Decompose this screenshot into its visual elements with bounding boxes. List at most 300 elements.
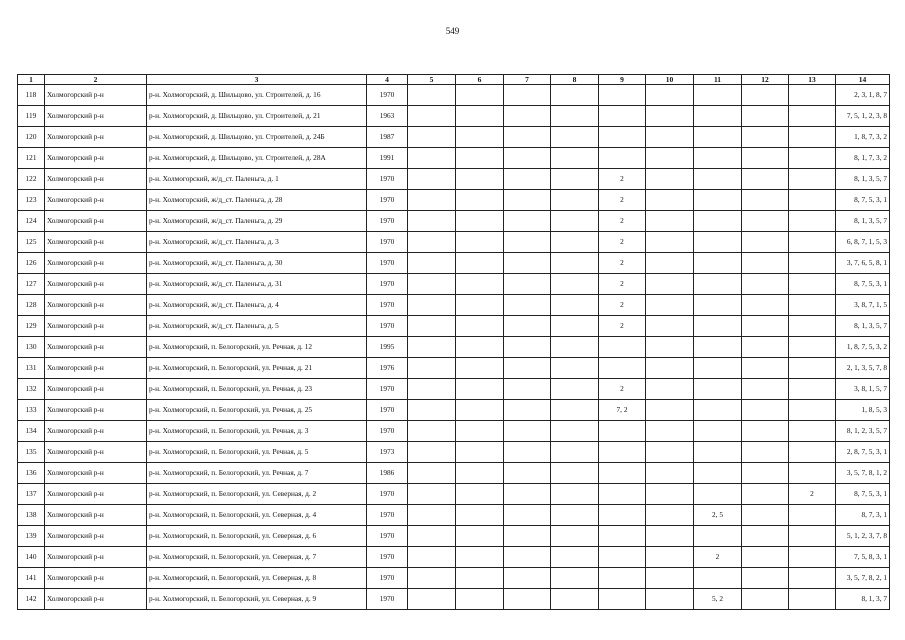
table-cell (551, 463, 599, 484)
table-cell (408, 547, 456, 568)
table-cell (408, 211, 456, 232)
table-cell: 1970 (367, 589, 408, 610)
table-cell: 1973 (367, 442, 408, 463)
table-cell: 1970 (367, 190, 408, 211)
table-cell (646, 463, 694, 484)
table-cell: Холмогорский р-н (45, 211, 147, 232)
table-cell (646, 421, 694, 442)
table-cell: Холмогорский р-н (45, 274, 147, 295)
table-cell (456, 547, 504, 568)
table-cell: 8, 1, 3, 5, 7 (836, 169, 890, 190)
table-cell (742, 379, 789, 400)
table-cell: 8, 7, 5, 3, 1 (836, 274, 890, 295)
data-table (17, 74, 890, 610)
table-cell: Холмогорский р-н (45, 589, 147, 610)
table-cell (504, 295, 551, 316)
table-cell (742, 400, 789, 421)
table-cell (551, 568, 599, 589)
table-cell: р-н. Холмогорский, п. Белогорский, ул. Речная, д. 21 (147, 358, 367, 379)
table-cell: 1970 (367, 295, 408, 316)
table-cell (551, 400, 599, 421)
table-row (18, 568, 890, 589)
table-cell (408, 421, 456, 442)
table-cell (408, 379, 456, 400)
table-cell (646, 337, 694, 358)
table-cell: 136 (18, 463, 45, 484)
table-cell (408, 295, 456, 316)
table-cell (456, 127, 504, 148)
table-cell (504, 106, 551, 127)
table-cell (599, 148, 646, 169)
table-cell (599, 127, 646, 148)
table-cell (742, 526, 789, 547)
table-cell (504, 127, 551, 148)
table-cell (646, 85, 694, 106)
table-cell: 1986 (367, 463, 408, 484)
table-cell (789, 85, 836, 106)
table-row (18, 127, 890, 148)
table-cell (646, 148, 694, 169)
table-cell: р-н. Холмогорский, п. Белогорский, ул. Речная, д. 23 (147, 379, 367, 400)
table-cell: 2, 8, 7, 5, 3, 1 (836, 442, 890, 463)
table-cell (789, 316, 836, 337)
table-cell (456, 316, 504, 337)
column-header-4: 4 (367, 75, 408, 85)
table-row (18, 106, 890, 127)
table-cell: 1970 (367, 505, 408, 526)
table-cell (408, 568, 456, 589)
table-cell: 118 (18, 85, 45, 106)
table-cell (551, 274, 599, 295)
table-cell (742, 295, 789, 316)
table-cell: 1, 8, 5, 3 (836, 400, 890, 421)
table-cell (742, 85, 789, 106)
table-cell: р-н. Холмогорский, ж/д_ст. Паленьга, д. 5 (147, 316, 367, 337)
table-cell (551, 526, 599, 547)
table-cell (551, 379, 599, 400)
table-cell (408, 232, 456, 253)
table-cell: Холмогорский р-н (45, 484, 147, 505)
table-cell (789, 169, 836, 190)
table-cell (504, 211, 551, 232)
table-cell: Холмогорский р-н (45, 505, 147, 526)
table-cell (504, 484, 551, 505)
table-cell (599, 442, 646, 463)
table-cell: р-н. Холмогорский, п. Белогорский, ул. Речная, д. 5 (147, 442, 367, 463)
table-cell: 5, 1, 2, 3, 7, 8 (836, 526, 890, 547)
table-cell: Холмогорский р-н (45, 379, 147, 400)
table-cell (694, 295, 742, 316)
table-cell: Холмогорский р-н (45, 547, 147, 568)
table-cell: 2 (599, 274, 646, 295)
table-cell: 2 (599, 169, 646, 190)
table-cell (694, 400, 742, 421)
table-cell: 1995 (367, 337, 408, 358)
table-cell: 2, 1, 3, 5, 7, 8 (836, 358, 890, 379)
table-cell (742, 127, 789, 148)
table-cell (504, 253, 551, 274)
table-cell (456, 295, 504, 316)
table-cell (551, 505, 599, 526)
table-row (18, 484, 890, 505)
table-cell: р-н. Холмогорский, д. Шильцово, ул. Строителей, д. 16 (147, 85, 367, 106)
table-cell (504, 379, 551, 400)
table-cell: 1, 8, 7, 5, 3, 2 (836, 337, 890, 358)
table-cell (742, 463, 789, 484)
table-cell (646, 442, 694, 463)
table-cell (694, 148, 742, 169)
table-cell (551, 547, 599, 568)
table-cell (551, 484, 599, 505)
table-cell (694, 85, 742, 106)
table-cell (504, 190, 551, 211)
table-cell (694, 421, 742, 442)
table-cell: 135 (18, 442, 45, 463)
table-row (18, 337, 890, 358)
table-cell (789, 232, 836, 253)
table-cell: 1963 (367, 106, 408, 127)
table-cell: р-н. Холмогорский, ж/д_ст. Паленьга, д. 28 (147, 190, 367, 211)
table-cell (694, 190, 742, 211)
table-cell (456, 358, 504, 379)
column-header-1: 1 (18, 75, 45, 85)
table-cell (408, 316, 456, 337)
table-row (18, 274, 890, 295)
table-cell (408, 274, 456, 295)
table-row (18, 358, 890, 379)
table-cell: 1970 (367, 526, 408, 547)
table-cell (646, 127, 694, 148)
table-cell: 140 (18, 547, 45, 568)
table-cell (551, 253, 599, 274)
table-cell (504, 358, 551, 379)
table-cell: 2, 3, 1, 8, 7 (836, 85, 890, 106)
table-cell: 1970 (367, 211, 408, 232)
table-cell (408, 253, 456, 274)
table-cell: Холмогорский р-н (45, 127, 147, 148)
table-cell (504, 442, 551, 463)
table-cell (504, 589, 551, 610)
table-cell: 8, 1, 7, 3, 2 (836, 148, 890, 169)
table-cell (456, 505, 504, 526)
table-cell: 138 (18, 505, 45, 526)
table-cell: 125 (18, 232, 45, 253)
table-cell: 3, 7, 6, 5, 8, 1 (836, 253, 890, 274)
table-cell (599, 421, 646, 442)
table-cell (599, 568, 646, 589)
table-cell (742, 316, 789, 337)
table-cell (456, 232, 504, 253)
table-cell: 2 (599, 379, 646, 400)
table-cell: р-н. Холмогорский, п. Белогорский, ул. Северная, д. 7 (147, 547, 367, 568)
table-cell (504, 463, 551, 484)
table-cell (789, 442, 836, 463)
table-cell (599, 484, 646, 505)
table-cell: 137 (18, 484, 45, 505)
table-cell (504, 505, 551, 526)
table-cell (551, 316, 599, 337)
table-cell (456, 442, 504, 463)
table-cell: р-н. Холмогорский, п. Белогорский, ул. Северная, д. 6 (147, 526, 367, 547)
table-cell (694, 253, 742, 274)
column-header-12: 12 (742, 75, 789, 85)
table-row (18, 379, 890, 400)
table-cell (504, 274, 551, 295)
table-cell (789, 400, 836, 421)
table-cell (789, 190, 836, 211)
table-cell: Холмогорский р-н (45, 400, 147, 421)
table-cell (408, 85, 456, 106)
table-cell (789, 295, 836, 316)
table-cell: 126 (18, 253, 45, 274)
table-cell: 1991 (367, 148, 408, 169)
table-cell: 1970 (367, 400, 408, 421)
table-cell (789, 589, 836, 610)
table-cell: 2 (599, 211, 646, 232)
column-header-2: 2 (45, 75, 147, 85)
table-cell (789, 421, 836, 442)
table-cell: 130 (18, 337, 45, 358)
table-cell: 2 (694, 547, 742, 568)
table-cell: р-н. Холмогорский, п. Белогорский, ул. Северная, д. 4 (147, 505, 367, 526)
table-cell: 131 (18, 358, 45, 379)
table-cell (599, 505, 646, 526)
table-cell (742, 421, 789, 442)
table-row (18, 211, 890, 232)
table-cell: р-н. Холмогорский, п. Белогорский, ул. Северная, д. 8 (147, 568, 367, 589)
table-cell (789, 505, 836, 526)
table-cell (504, 547, 551, 568)
table-cell (789, 358, 836, 379)
table-cell: Холмогорский р-н (45, 106, 147, 127)
table-cell: 1976 (367, 358, 408, 379)
table-cell: Холмогорский р-н (45, 232, 147, 253)
table-cell: 139 (18, 526, 45, 547)
table-cell: 120 (18, 127, 45, 148)
table-cell (551, 337, 599, 358)
table-cell: 1970 (367, 484, 408, 505)
table-cell (646, 358, 694, 379)
table-cell: 7, 2 (599, 400, 646, 421)
table-cell: 7, 5, 8, 3, 1 (836, 547, 890, 568)
table-cell (742, 274, 789, 295)
table-cell: р-н. Холмогорский, ж/д_ст. Паленьга, д. 3 (147, 232, 367, 253)
table-cell: Холмогорский р-н (45, 85, 147, 106)
table-cell (408, 400, 456, 421)
table-cell: 8, 1, 2, 3, 5, 7 (836, 421, 890, 442)
table-cell (646, 526, 694, 547)
table-cell: 8, 1, 3, 7 (836, 589, 890, 610)
table-cell (456, 379, 504, 400)
table-cell: 1970 (367, 274, 408, 295)
column-header-6: 6 (456, 75, 504, 85)
column-header-14: 14 (836, 75, 890, 85)
table-cell (408, 442, 456, 463)
table-cell (504, 232, 551, 253)
table-cell: 6, 8, 7, 1, 5, 3 (836, 232, 890, 253)
table-cell: Холмогорский р-н (45, 442, 147, 463)
table-cell (504, 148, 551, 169)
table-cell: 3, 8, 7, 1, 5 (836, 295, 890, 316)
table-cell (742, 253, 789, 274)
table-cell (742, 547, 789, 568)
table-cell (742, 484, 789, 505)
page-number: 549 (445, 26, 460, 36)
table-cell (408, 190, 456, 211)
table-cell: р-н. Холмогорский, п. Белогорский, ул. Речная, д. 7 (147, 463, 367, 484)
table-cell (789, 526, 836, 547)
table-cell (646, 295, 694, 316)
table-cell (599, 106, 646, 127)
table-row (18, 526, 890, 547)
table-cell (742, 106, 789, 127)
table-cell: 8, 7, 3, 1 (836, 505, 890, 526)
table-cell: 2 (599, 295, 646, 316)
table-cell (456, 253, 504, 274)
table-cell (646, 190, 694, 211)
table-cell: 119 (18, 106, 45, 127)
table-row (18, 505, 890, 526)
table-row (18, 253, 890, 274)
table-row (18, 85, 890, 106)
table-cell: 122 (18, 169, 45, 190)
table-cell (742, 337, 789, 358)
table-cell (456, 526, 504, 547)
table-body (18, 85, 890, 610)
table-cell (789, 547, 836, 568)
header-row (18, 75, 890, 85)
table-cell: 142 (18, 589, 45, 610)
table-cell (742, 169, 789, 190)
table-cell (551, 295, 599, 316)
table-cell (646, 169, 694, 190)
table-row (18, 316, 890, 337)
table-cell (646, 547, 694, 568)
column-header-13: 13 (789, 75, 836, 85)
table-cell: Холмогорский р-н (45, 148, 147, 169)
column-header-10: 10 (646, 75, 694, 85)
table-cell (504, 85, 551, 106)
table-cell: р-н. Холмогорский, ж/д_ст. Паленьга, д. 29 (147, 211, 367, 232)
column-header-7: 7 (504, 75, 551, 85)
table-cell (646, 400, 694, 421)
table-cell: р-н. Холмогорский, ж/д_ст. Паленьга, д. 31 (147, 274, 367, 295)
table-cell: р-н. Холмогорский, п. Белогорский, ул. Речная, д. 25 (147, 400, 367, 421)
table-cell (551, 127, 599, 148)
table-cell: 8, 7, 5, 3, 1 (836, 190, 890, 211)
table-cell (694, 232, 742, 253)
table-cell (408, 169, 456, 190)
table-cell (646, 379, 694, 400)
table-row (18, 442, 890, 463)
table-cell (646, 589, 694, 610)
table-cell: 1970 (367, 316, 408, 337)
table-cell: 121 (18, 148, 45, 169)
table-cell (646, 484, 694, 505)
table-cell (408, 127, 456, 148)
table-cell (504, 316, 551, 337)
table-row (18, 232, 890, 253)
table-cell (551, 589, 599, 610)
table-cell: 1970 (367, 568, 408, 589)
table-cell (504, 400, 551, 421)
column-header-11: 11 (694, 75, 742, 85)
table-cell (646, 568, 694, 589)
table-header (18, 75, 890, 85)
table-cell: 1970 (367, 421, 408, 442)
table-cell: р-н. Холмогорский, д. Шильцово, ул. Строителей, д. 21 (147, 106, 367, 127)
table-cell (599, 526, 646, 547)
table-cell (599, 547, 646, 568)
table-cell: 2, 5 (694, 505, 742, 526)
table-row (18, 547, 890, 568)
table-cell (408, 148, 456, 169)
table-cell (551, 190, 599, 211)
table-row (18, 400, 890, 421)
table-cell (456, 169, 504, 190)
table-cell: 1970 (367, 547, 408, 568)
table-cell (789, 211, 836, 232)
table-cell (456, 106, 504, 127)
table-cell (456, 274, 504, 295)
table-cell: р-н. Холмогорский, п. Белогорский, ул. Речная, д. 3 (147, 421, 367, 442)
table-cell: 1987 (367, 127, 408, 148)
table-cell (742, 358, 789, 379)
table-cell (408, 358, 456, 379)
table-cell (646, 106, 694, 127)
table-cell (789, 463, 836, 484)
table-cell (408, 526, 456, 547)
table-cell (646, 232, 694, 253)
table-cell (599, 337, 646, 358)
table-cell (694, 484, 742, 505)
table-cell (646, 274, 694, 295)
table-cell: р-н. Холмогорский, ж/д_ст. Паленьга, д. 1 (147, 169, 367, 190)
column-header-8: 8 (551, 75, 599, 85)
table-cell (599, 85, 646, 106)
table-cell (742, 211, 789, 232)
table-cell (456, 400, 504, 421)
table-cell (456, 568, 504, 589)
table-cell: 141 (18, 568, 45, 589)
table-cell: 127 (18, 274, 45, 295)
table-cell: 124 (18, 211, 45, 232)
table-cell: 8, 1, 3, 5, 7 (836, 211, 890, 232)
table-cell: 7, 5, 1, 2, 3, 8 (836, 106, 890, 127)
table-cell (742, 148, 789, 169)
table-cell: 2 (599, 190, 646, 211)
table-cell (456, 85, 504, 106)
table-cell: Холмогорский р-н (45, 358, 147, 379)
table-cell (646, 253, 694, 274)
table-cell (646, 505, 694, 526)
table-cell (408, 106, 456, 127)
table-row (18, 421, 890, 442)
table-cell (742, 568, 789, 589)
table-cell: 3, 5, 7, 8, 1, 2 (836, 463, 890, 484)
table-cell: Холмогорский р-н (45, 463, 147, 484)
table-cell (551, 211, 599, 232)
table-cell (742, 589, 789, 610)
table-cell (789, 253, 836, 274)
table-cell (551, 169, 599, 190)
table-cell: Холмогорский р-н (45, 337, 147, 358)
table-cell (456, 190, 504, 211)
table-cell: 8, 1, 3, 5, 7 (836, 316, 890, 337)
table-cell (456, 463, 504, 484)
table-row (18, 148, 890, 169)
table-cell: 1970 (367, 85, 408, 106)
